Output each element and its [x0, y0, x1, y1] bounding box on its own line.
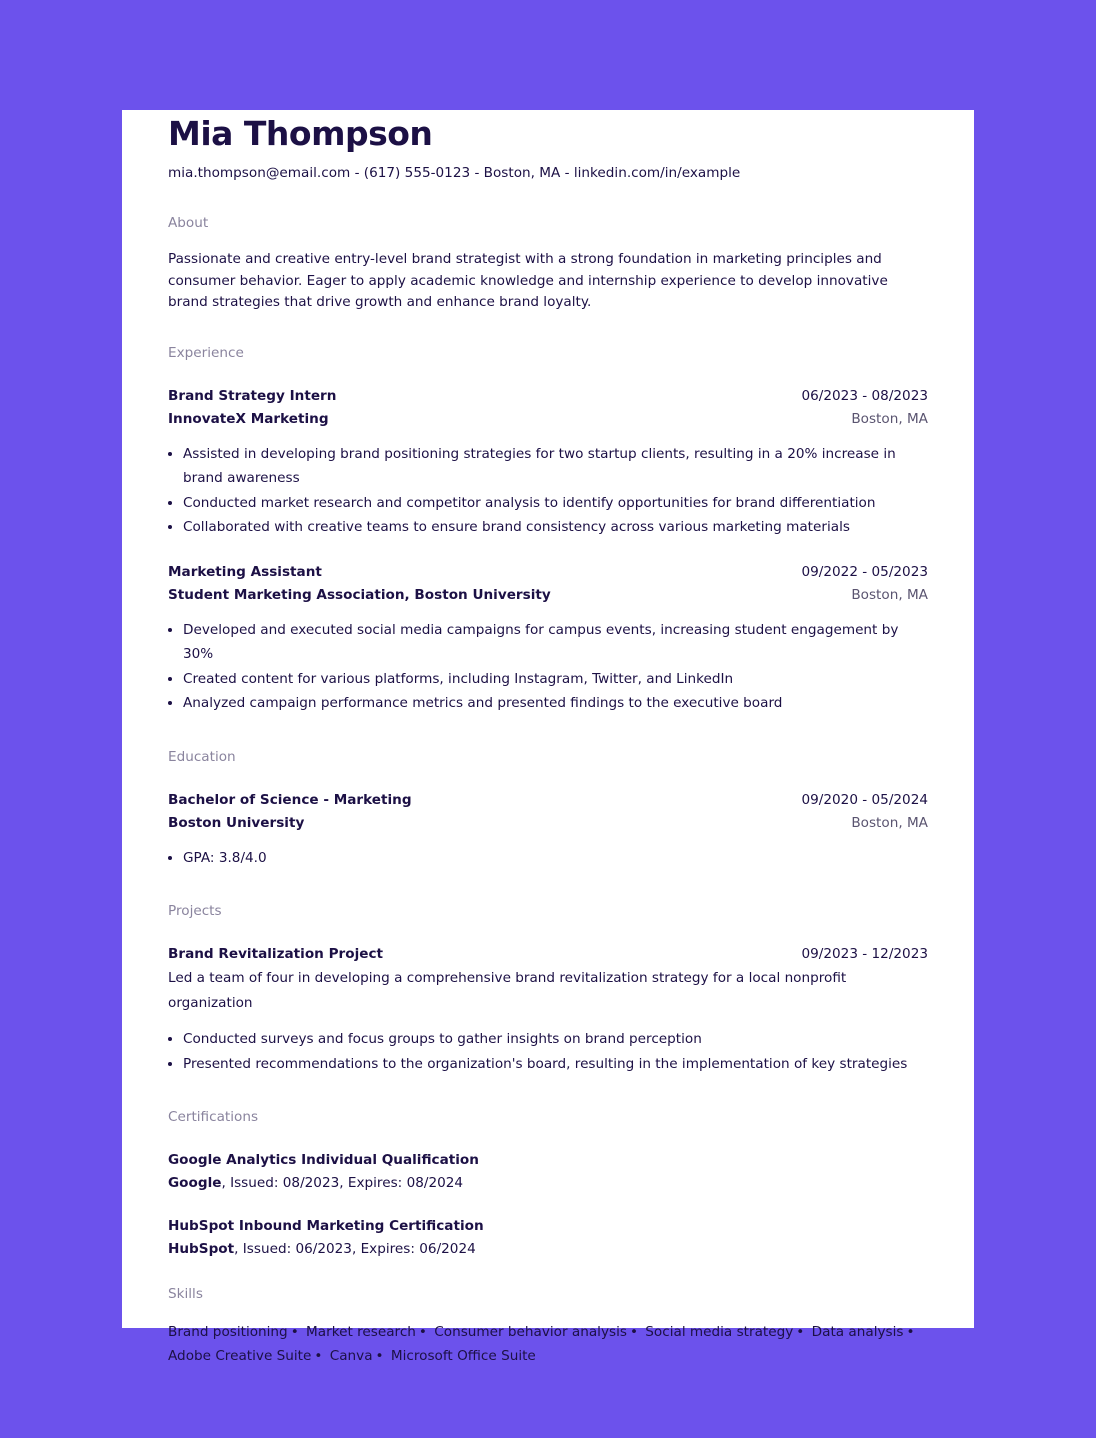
section-title-education: Education: [168, 748, 236, 765]
certification-dates: , Issued: 08/2023, Expires: 08/2024: [221, 1175, 464, 1191]
resume-page: [122, 110, 974, 1364]
job-company: InnovateX Marketing: [168, 410, 329, 427]
entry-subheader: [168, 812, 928, 835]
section-title-skills: Skills: [168, 1286, 203, 1302]
experience-entry: [168, 385, 928, 540]
education-dates: 09/2020 - 05/2024: [801, 791, 928, 808]
entry-subheader: [168, 408, 928, 431]
skill-item: Market research: [306, 1324, 416, 1340]
certification-entry: [168, 1215, 928, 1261]
skill-item: Data analysis: [811, 1324, 904, 1340]
degree: Bachelor of Science - Marketing: [168, 791, 412, 808]
skill-item: Social media strategy: [645, 1324, 794, 1340]
list-item: • Collaborated with creative teams to ensure brand consistency across various marketing materials: [183, 515, 928, 540]
list-item: • Conducted market research and competitor analysis to identify opportunities for brand differentiation: [183, 491, 928, 516]
job-dates: 09/2022 - 05/2023: [801, 563, 928, 580]
list-item: • Created content for various platforms, including Instagram, Twitter, and LinkedIn: [183, 667, 928, 692]
certification-details: [168, 1172, 928, 1195]
list-item: • Presented recommendations to the organization's board, resulting in the implementation of key strategies: [183, 1052, 928, 1077]
skill-item: Canva: [329, 1348, 373, 1364]
certification-entry: [168, 1149, 928, 1195]
job-dates: 06/2023 - 08/2023: [801, 387, 928, 404]
skill-separator: •: [629, 1324, 638, 1340]
list-item: • Conducted surveys and focus groups to gather insights on brand perception: [183, 1027, 928, 1052]
certification-name: Google Analytics Individual Qualification: [168, 1152, 479, 1168]
section-title-experience: Experience: [168, 344, 244, 361]
list-item: • Assisted in developing brand positioning strategies for two startup clients, resulting in a 20% increase in brand awareness: [183, 442, 928, 491]
section-title-certifications: Certifications: [168, 1109, 259, 1125]
job-bullets: [168, 442, 928, 540]
job-location: Boston, MA: [851, 586, 928, 603]
contact-line: mia.thompson@email.com - (617) 555-0123 - Boston, MA - linkedin.com/in/example: [168, 165, 741, 181]
candidate-name: Mia Thompson: [168, 114, 433, 153]
job-company: Student Marketing Association, Boston University: [168, 586, 551, 603]
certification-issuer: HubSpot: [168, 1241, 235, 1257]
certification-issuer: Google: [168, 1175, 222, 1191]
project-dates: 09/2023 - 12/2023: [801, 946, 928, 962]
job-role: Marketing Assistant: [168, 563, 322, 580]
skill-separator: •: [290, 1324, 299, 1340]
project-description: Led a team of four in developing a comprehensive brand revitalization strategy for a local nonprofit organization: [168, 970, 847, 1011]
project-entry: [168, 943, 928, 1076]
skill-separator: •: [314, 1348, 323, 1364]
certification-name: HubSpot Inbound Marketing Certification: [168, 1218, 484, 1234]
section-title-about: About: [168, 215, 209, 231]
job-location: Boston, MA: [851, 410, 928, 427]
project-bullets: [168, 1027, 928, 1076]
list-item: • Developed and executed social media campaigns for campus events, increasing student engagement by 30%: [183, 618, 928, 667]
education-entry: [168, 789, 928, 871]
education-bullets: [168, 846, 928, 871]
skill-separator: •: [418, 1324, 427, 1340]
skills-list: [168, 1320, 928, 1368]
entry-subheader: [168, 584, 928, 607]
certification-dates: , Issued: 06/2023, Expires: 06/2024: [234, 1241, 476, 1257]
about-text: Passionate and creative entry-level brand strategist with a strong foundation in marketing principles and consumer behavior. Eager to apply academic knowledge and internship experience to develop innovative brand strategies that drive growth and enhance brand loyalty.: [168, 251, 888, 310]
skill-item: Brand positioning: [168, 1324, 288, 1340]
entry-header: [168, 385, 928, 408]
skill-separator: •: [375, 1348, 384, 1364]
education-location: Boston, MA: [851, 814, 928, 831]
job-role: Brand Strategy Intern: [168, 387, 337, 404]
skill-item: Adobe Creative Suite: [168, 1348, 312, 1364]
list-item: • GPA: 3.8/4.0: [183, 846, 928, 871]
school: Boston University: [168, 814, 305, 831]
skill-separator: •: [796, 1324, 805, 1340]
entry-header: [168, 561, 928, 584]
entry-header: [168, 789, 928, 812]
skill-item: Consumer behavior analysis: [434, 1324, 627, 1340]
list-item: • Analyzed campaign performance metrics and presented findings to the executive board: [183, 691, 928, 716]
job-bullets: [168, 618, 928, 716]
skill-separator: •: [906, 1324, 915, 1340]
skill-item: Microsoft Office Suite: [390, 1348, 536, 1364]
entry-header: [168, 943, 928, 966]
experience-entry: [168, 561, 928, 716]
section-title-projects: Projects: [168, 903, 222, 919]
project-name: Brand Revitalization Project: [168, 946, 384, 962]
certification-details: [168, 1238, 928, 1261]
